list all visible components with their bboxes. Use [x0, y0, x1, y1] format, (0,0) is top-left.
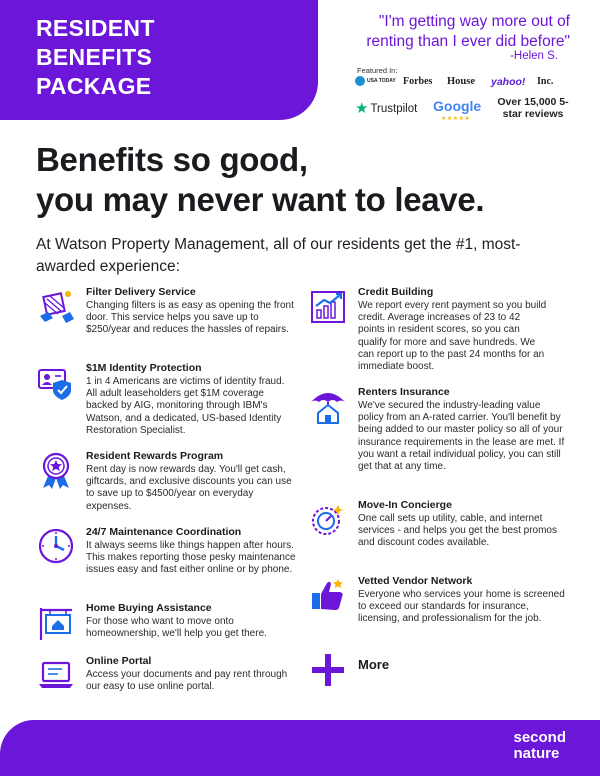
- benefit-title: Renters Insurance: [358, 386, 450, 398]
- benefit-description: It always seems like things happen after hours. This makes reporting those pesky maintenance issues easy and fast either online or by phone.: [86, 540, 296, 576]
- testimonial-author: -Helen S.: [510, 50, 558, 62]
- benefit-title: Resident Rewards Program: [86, 450, 224, 462]
- benefit-description: Changing filters is as easy as opening the front door. This service helps you save up to $250/year and reduces the hassles of repairs.: [86, 300, 294, 336]
- reviews-count: Over 15,000 5-star reviews: [497, 96, 569, 120]
- banner-title-line: BENEFITS: [36, 44, 153, 70]
- benefit-title: Home Buying Assistance: [86, 602, 212, 614]
- press-logos: [355, 76, 560, 92]
- umbrella-house-icon: [308, 386, 348, 426]
- testimonial-quote: "I'm getting way more out of renting than I ever did before": [366, 13, 570, 50]
- logo-line: nature: [513, 745, 560, 762]
- benefit-description: Rent day is now rewards day. You'll get cash, giftcards, and exclusive discounts you can use to save up to $4500/year on everyday expenses.: [86, 464, 292, 512]
- yahoo-logo: yahoo!: [491, 76, 526, 88]
- trustpilot-star-icon: ★: [355, 100, 369, 117]
- thumbs-up-icon: [308, 575, 348, 615]
- rewards-badge-icon: [36, 450, 76, 490]
- benefit-title: $1M Identity Protection: [86, 362, 202, 374]
- filter-delivery-icon: [36, 286, 76, 326]
- clock-icon: [36, 526, 76, 566]
- benefit-description: For those who want to move onto homeownership, we'll help you get there.: [86, 616, 267, 640]
- laptop-icon: [36, 655, 76, 695]
- benefit-description: 1 in 4 Americans are victims of identity fraud. All adult leaseholders get $1M coverage backed by AIG, monitoring through IBM's Watson, and a dedicated, US-based Identity Restoration Specialist.: [86, 376, 285, 436]
- benefit-title: Move-In Concierge: [358, 499, 452, 511]
- identity-shield-icon: [36, 362, 76, 402]
- featured-in-label: Featured In:: [357, 66, 398, 75]
- page-headline: [36, 140, 576, 220]
- more-label[interactable]: More: [358, 657, 390, 672]
- benefit-title: Filter Delivery Service: [86, 286, 196, 298]
- benefit-description: Everyone who services your home is screened to exceed our standards for insurance, licensing, and professionalism for the job.: [358, 589, 565, 625]
- trustpilot-logo: [355, 101, 417, 116]
- footer-banner: [0, 720, 600, 776]
- banner-title-line: RESIDENT: [36, 15, 155, 41]
- google-stars-icon: ★★★★★: [441, 116, 471, 122]
- plus-icon[interactable]: [308, 650, 348, 690]
- house-sign-icon: [36, 602, 76, 642]
- benefit-title: Online Portal: [86, 655, 152, 667]
- benefit-description: We've secured the industry-leading value policy from an A-rated carrier. You'll benefit by being added to our master policy so all of your insurance requirements in the lease are met. If you want a retail individual policy, you can still get that at any time.: [358, 400, 565, 473]
- benefit-title: 24/7 Maintenance Coordination: [86, 526, 242, 538]
- inc-logo: Inc.: [537, 76, 554, 87]
- bar-chart-icon: [308, 286, 348, 326]
- usa-today-label: USA TODAY: [367, 77, 396, 84]
- google-logo: [433, 98, 481, 114]
- usa-today-logo: [355, 76, 396, 86]
- benefit-description: We report every rent payment so you build credit. Average increases of 23 to 42 points in resident scores, so you can qualify for more and save hundreds. We can report up to the past 24 months for an immediate boost.: [358, 300, 547, 373]
- second-nature-logo: [513, 730, 566, 762]
- trustpilot-label: Trustpilot: [370, 102, 418, 115]
- banner-title-line: PACKAGE: [36, 73, 152, 99]
- reviews-row: [355, 96, 585, 126]
- benefit-description: Access your documents and pay rent through our easy to use online portal.: [86, 669, 288, 693]
- speedometer-icon: [308, 499, 348, 539]
- benefit-description: One call sets up utility, cable, and internet services - and helps you get the best promos and discount codes available.: [358, 513, 557, 549]
- benefit-title: Vetted Vendor Network: [358, 575, 473, 587]
- logo-line: second: [513, 729, 566, 746]
- usa-today-dot-icon: [355, 76, 365, 86]
- house-logo: House: [447, 76, 476, 87]
- google-label: Google: [433, 98, 482, 114]
- banner-title: [36, 14, 296, 101]
- headline-line: you may never want to leave.: [36, 181, 485, 218]
- header-banner: [0, 0, 318, 120]
- forbes-logo: Forbes: [403, 76, 433, 87]
- headline-line: Benefits so good,: [36, 141, 308, 178]
- benefit-title: Credit Building: [358, 286, 434, 298]
- intro-text: At Watson Property Management, all of our residents get the #1, most-awarded experience:: [36, 236, 521, 275]
